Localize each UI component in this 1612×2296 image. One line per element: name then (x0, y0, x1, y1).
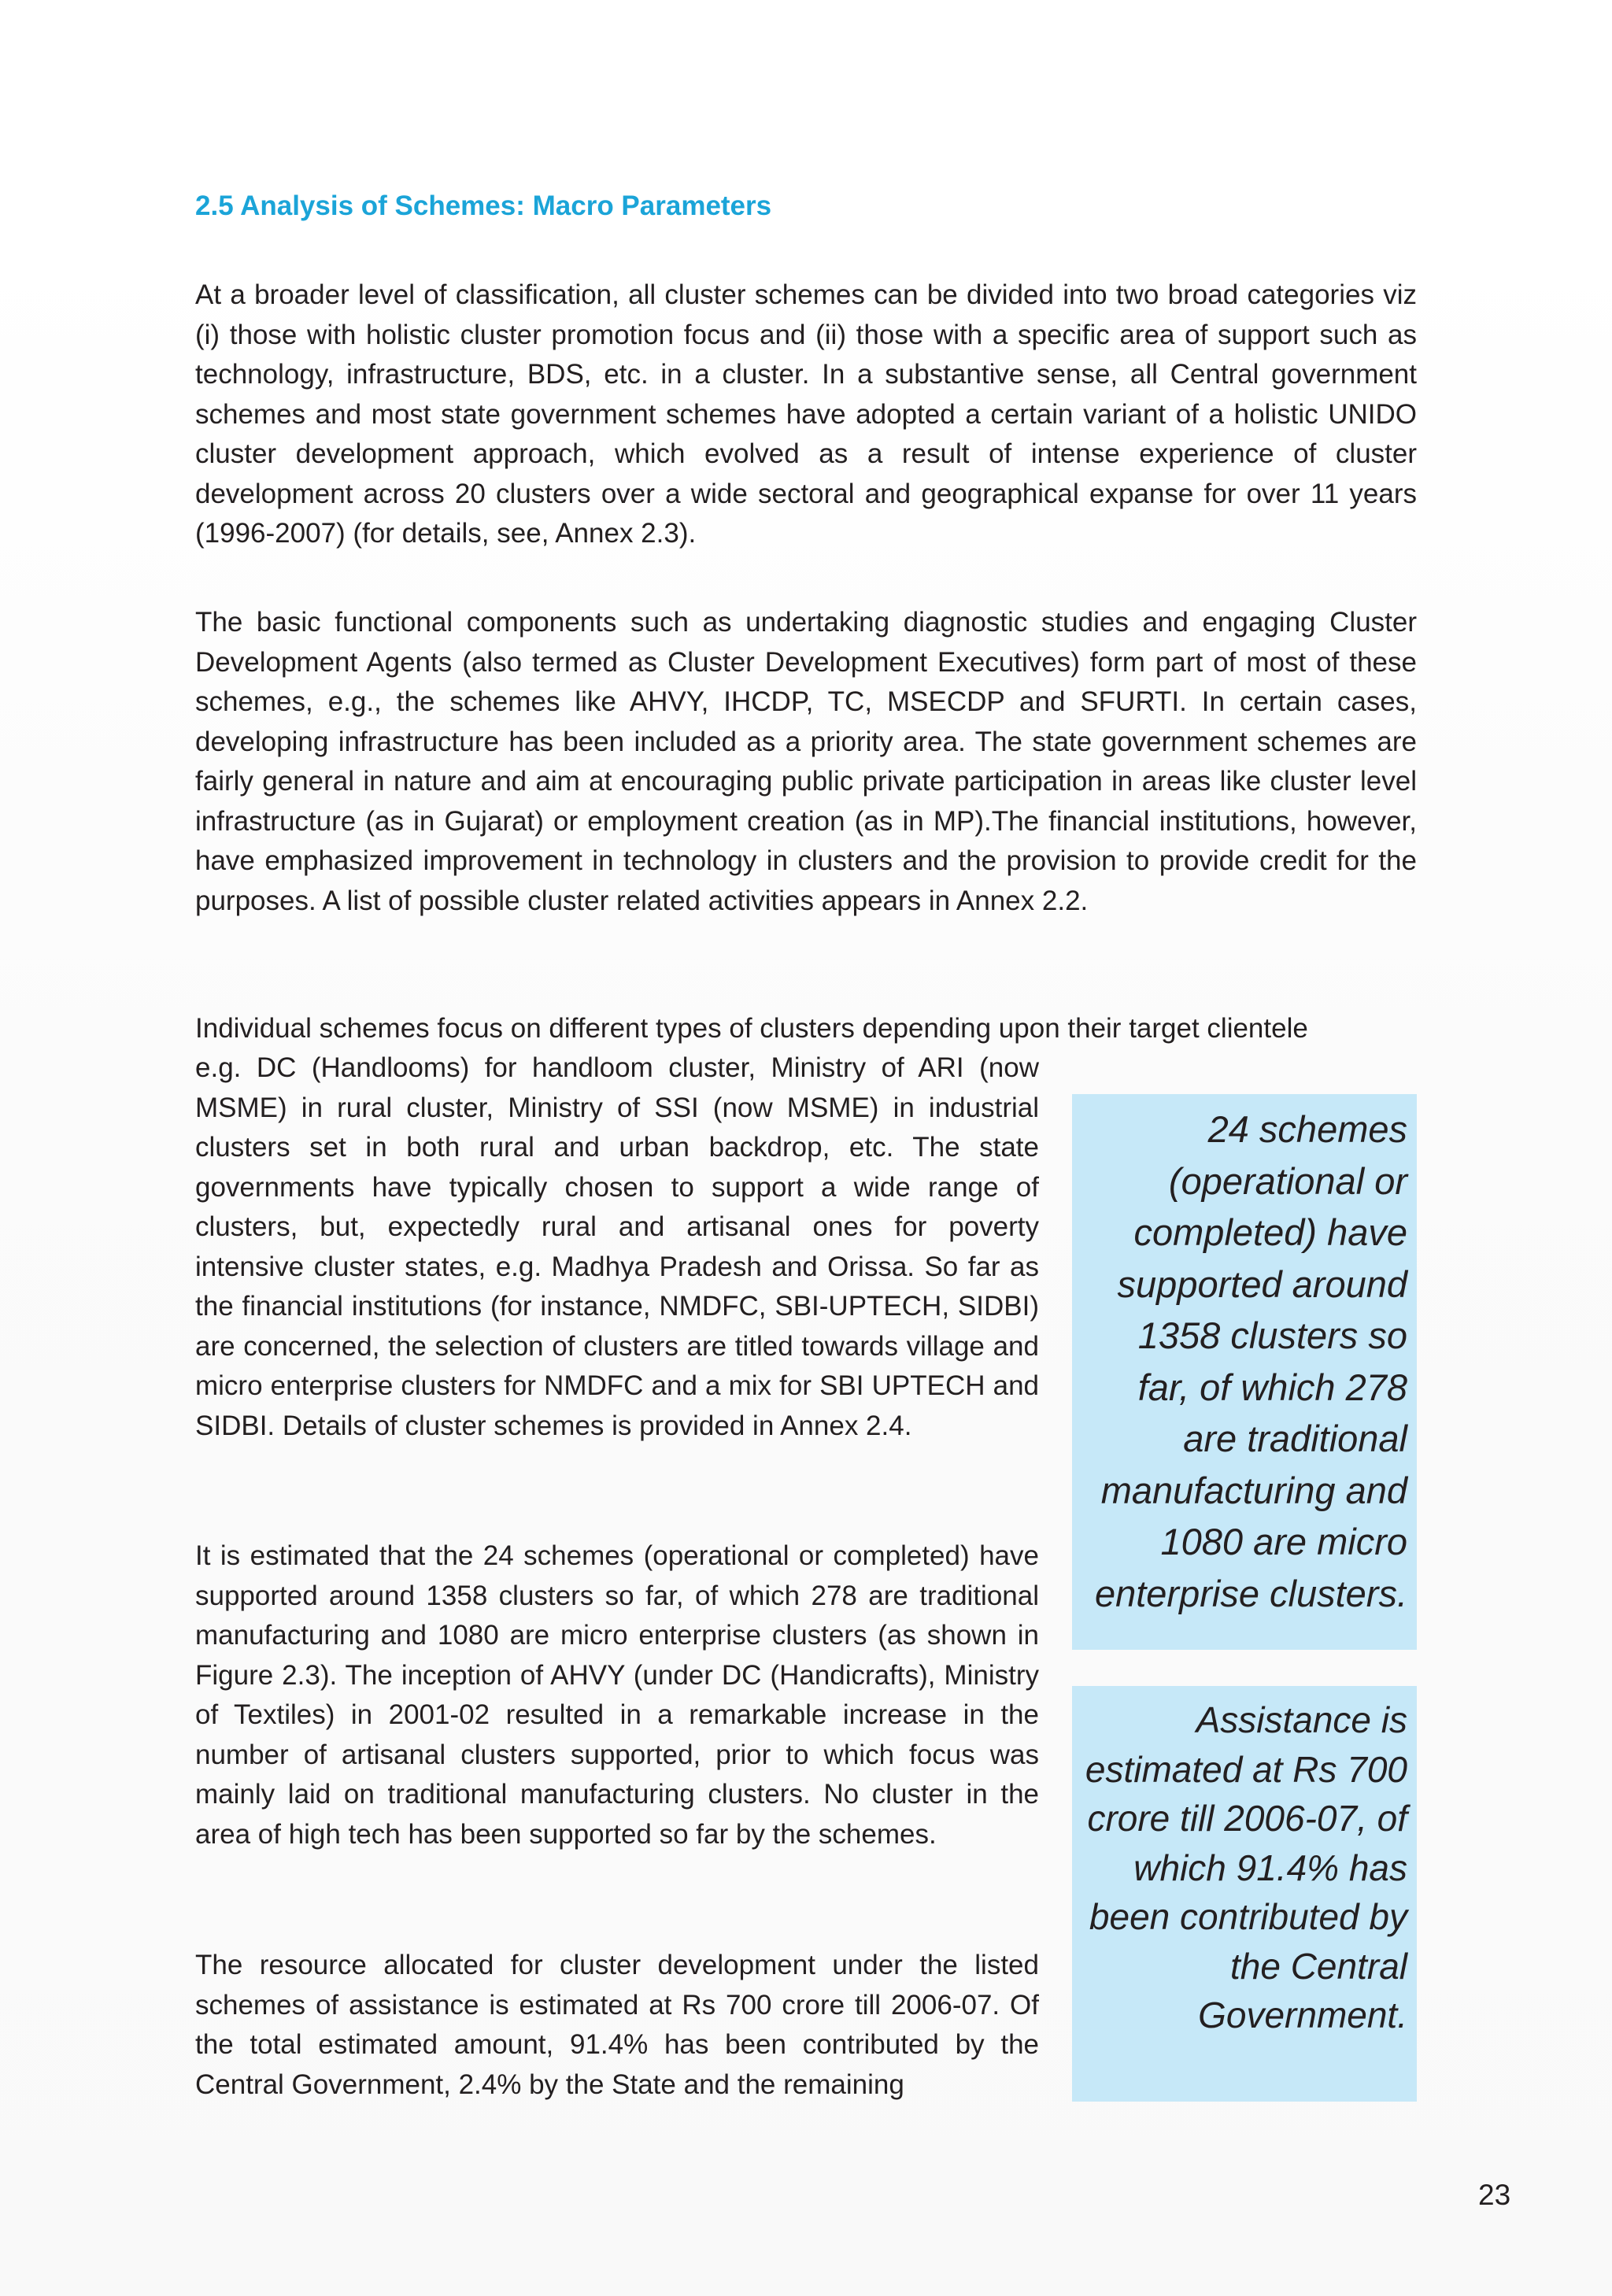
paragraph-target-clientele: e.g. DC (Handlooms) for handloom cluster, Ministry of ARI (now MSME) in rural cluster, Ministry of SSI (now MSME) in industrial clusters set in both rural and urban backdrop, etc. The state governments have typically chosen to support a wide range of clusters, but, expectedly rural and artisanal ones for poverty intensive cluster states, e.g. Madhya Pradesh and Orissa. So far as the financial institutions (for instance, NMDFC, SBI-UPTECH, SIDBI) are concerned, the selection of clusters are titled towards village and micro enterprise clusters for NMDFC and a mix for SBI UPTECH and SIDBI. Details of cluster schemes is provided in Annex 2.4. (195, 1052, 1039, 1441)
page-number: 23 (1478, 2179, 1511, 2211)
section-heading: 2.5 Analysis of Schemes: Macro Parameters (195, 190, 772, 221)
paragraph-target-clientele-lead: Individual schemes focus on different types of clusters depending upon their target clientele (195, 1013, 1308, 1044)
paragraph-resource-allocation: The resource allocated for cluster development under the listed schemes of assistance is estimated at Rs 700 crore till 2006-07. Of the total estimated amount, 91.4% has been contributed by the Central Government, 2.4% by the State and the remaining (195, 1950, 1039, 2100)
callout-clusters-supported: 24 schemes (operational or completed) have supported around 1358 clusters so far, of which 278 are traditional manufacturing and 1080 are micro enterprise clusters. (1072, 1094, 1417, 1650)
paragraph-functional-components: The basic functional components such as undertaking diagnostic studies and engaging Cluster Development Agents (also termed as Cluster Development Executives) form part of most of these schemes, e.g., the schemes like AHVY, IHCDP, TC, MSECDP and SFURTI. In certain cases, developing infrastructure has been included as a priority area. The state government schemes are fairly general in nature and aim at encouraging public private participation in areas like cluster level infrastructure (as in Gujarat) or employment creation (as in MP).The financial institutions, however, have emphasized improvement in technology in clusters and the provision to provide credit for the purposes. A list of possible cluster related activities appears in Annex 2.2. (195, 607, 1417, 916)
paragraph-clusters-supported: It is estimated that the 24 schemes (operational or completed) have supported around 1358 clusters so far, of which 278 are traditional manufacturing and 1080 are micro enterprise clusters (as shown in Figure 2.3). The inception of AHVY (under DC (Handicrafts), Ministry of Textiles) in 2001-02 resulted in a remarkable increase in the number of artisanal clusters supported, prior to which focus was mainly laid on traditional manufacturing clusters. No cluster in the area of high tech has been supported so far by the schemes. (195, 1540, 1039, 1850)
paragraph-classification: At a broader level of classification, all cluster schemes can be divided into two broad categories viz (i) those with holistic cluster promotion focus and (ii) those with a specific area of support such as technology, infrastructure, BDS, etc. in a cluster. In a substantive sense, all Central government schemes and most state government schemes have adopted a certain variant of a holistic UNIDO cluster development approach, which evolved as a result of intense experience of cluster development across 20 clusters over a wide sectoral and geographical expanse for over 11 years (1996-2007) (for details, see, Annex 2.3). (195, 279, 1417, 549)
callout-assistance-estimate: Assistance is estimated at Rs 700 crore till 2006-07, of which 91.4% has been contributed by the Central Government. (1072, 1686, 1417, 2102)
